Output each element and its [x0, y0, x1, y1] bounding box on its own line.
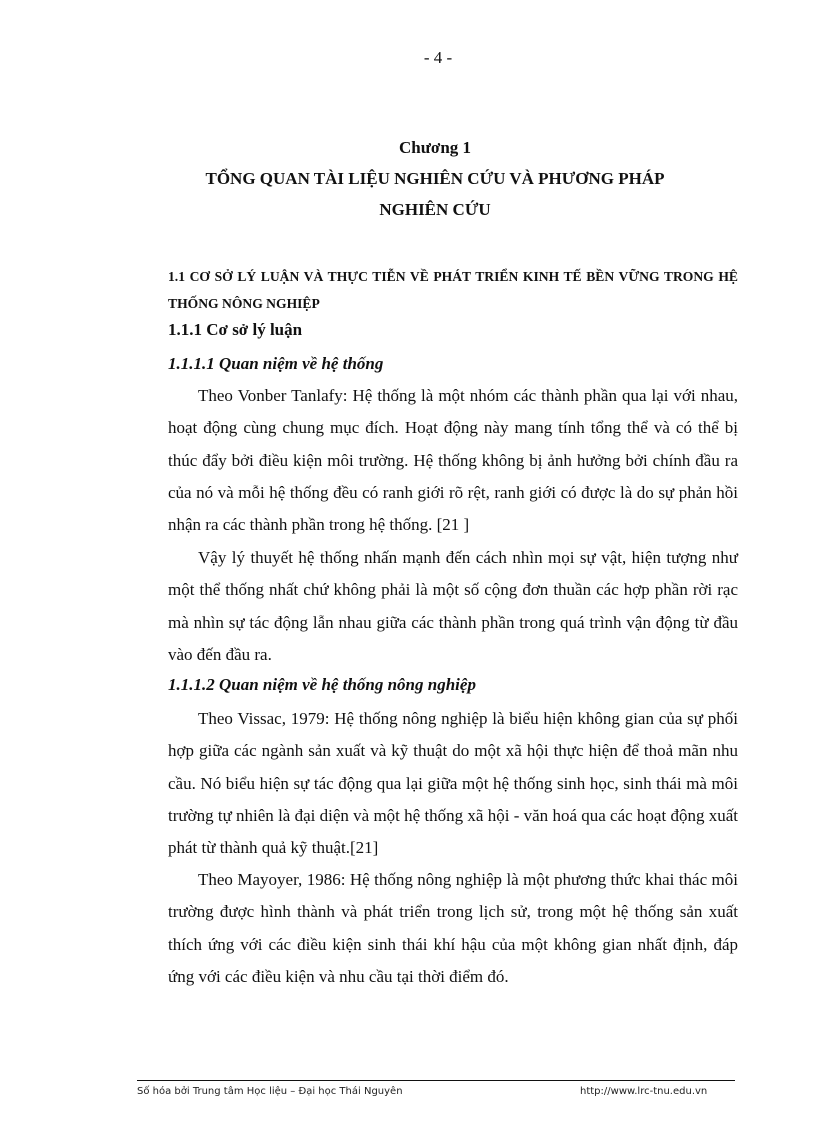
page-number: - 4 -	[423, 48, 453, 67]
footer-url: http://www.lrc-tnu.edu.vn	[580, 1086, 708, 1097]
paragraph-2: Vậy lý thuyết hệ thống nhấn mạnh đến cách nhìn mọi sự vật, hiện tượng như một thể thống nhất chứ không phải là một số cộng đơn thuần các hợp phần rời rạc mà nhìn sự tác động lẫn nhau giữa các thành phần trong quá trình vận động từ đầu vào đến đầu ra.	[168, 548, 738, 664]
footer-divider	[137, 1080, 735, 1081]
subsubsection-heading-2: 1.1.1.2 Quan niệm về hệ thống nông nghiệp	[168, 675, 476, 694]
chapter-title-line-2: NGHIÊN CỨU	[379, 200, 491, 219]
section-heading: 1.1 CƠ SỞ LÝ LUẬN VÀ THỰC TIỄN VỀ PHÁT TRIỂN KINH TẾ BỀN VỮNG TRONG HỆ THỐNG NÔNG NGHIỆP	[168, 269, 738, 311]
subsection-heading: 1.1.1 Cơ sở lý luận	[168, 320, 303, 339]
paragraph-4: Theo Mayoyer, 1986: Hệ thống nông nghiệp là một phương thức khai thác môi trường được hình thành và phát triển trong lịch sử, trong một hệ thống sản xuất thích ứng với các điều kiện sinh thái khí hậu của một không gian nhất định, đáp ứng với các điều kiện và nhu cầu tại thời điểm đó.	[168, 870, 738, 986]
chapter-label: Chương 1	[398, 138, 472, 157]
chapter-title-line-1: TỔNG QUAN TÀI LIỆU NGHIÊN CỨU VÀ PHƯƠNG PHÁP	[205, 169, 665, 188]
paragraph-1: Theo Vonber Tanlafy: Hệ thống là một nhóm các thành phần qua lại với nhau, hoạt động cùng chung mục đích. Hoạt động này mang tính tổng thể và có thể bị thúc đẩy bởi điều kiện môi trường. Hệ thống không bị ảnh hưởng bởi chính đầu ra của nó và mỗi hệ thống đều có ranh giới rõ rệt, ranh giới có được là do sự phản hồi nhận ra các thành phần trong hệ thống. [21 ]	[168, 386, 738, 535]
chapter-heading	[150, 132, 720, 225]
paragraph-3: Theo Vissac, 1979: Hệ thống nông nghiệp là biểu hiện không gian của sự phối hợp giữa các ngành sản xuất và kỹ thuật do một xã hội thực hiện để thoả mãn nhu cầu. Nó biểu hiện sự tác động qua lại giữa một hệ thống sinh học, sinh thái mà môi trường tự nhiên là đại diện và một hệ thống xã hội - văn hoá qua các hoạt động xuất phát từ thành quả kỹ thuật.[21]	[168, 709, 738, 858]
subsubsection-heading-1: 1.1.1.1 Quan niệm về hệ thống	[168, 354, 384, 373]
footer-source: Số hóa bởi Trung tâm Học liệu – Đại học Thái Nguyên	[137, 1086, 403, 1097]
